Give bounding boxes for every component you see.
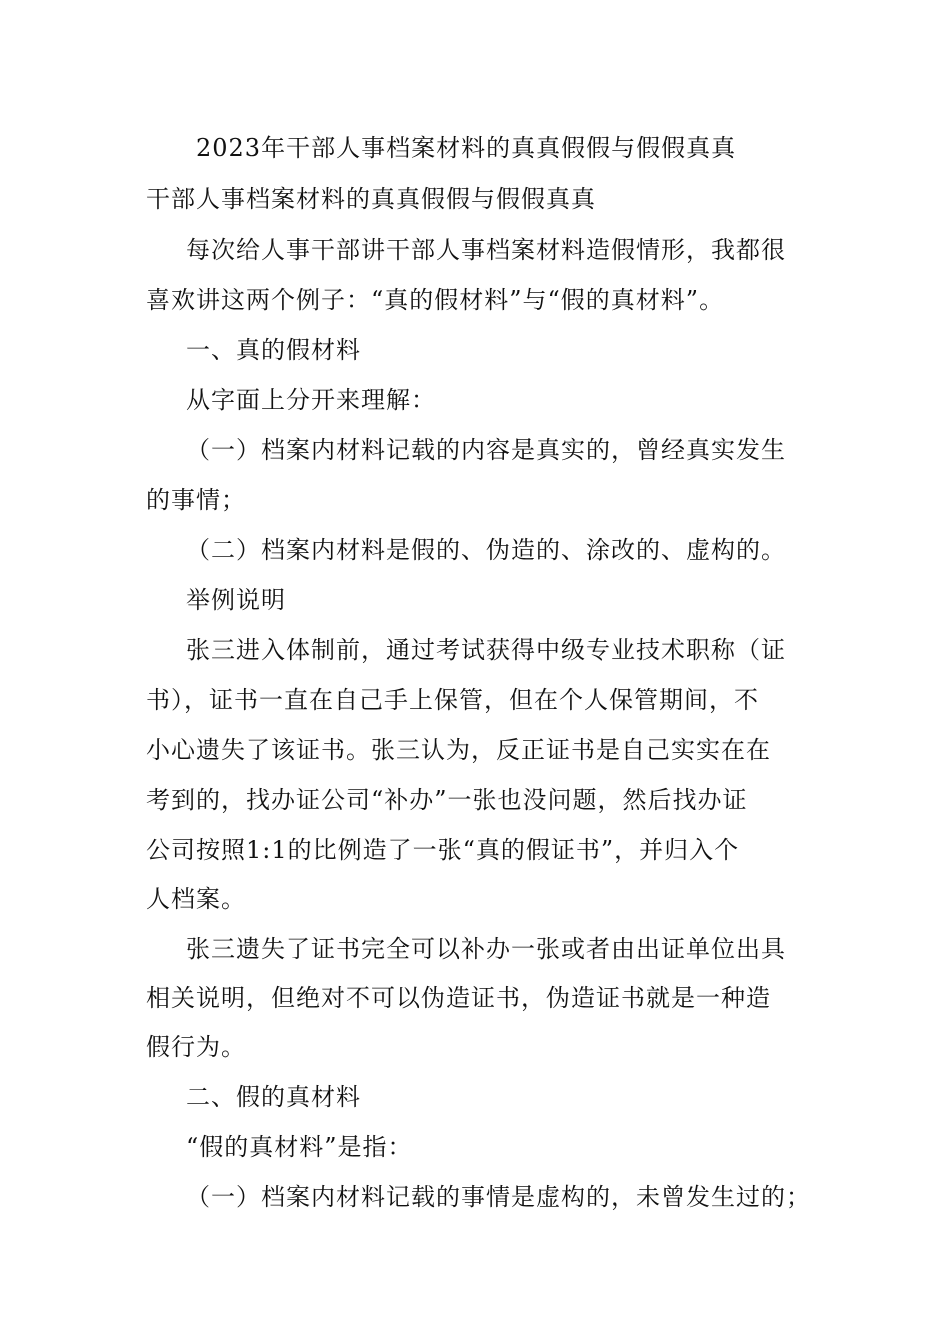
paragraph-line: 公司按照1:1的比例造了一张“真的假证书”，并归入个 xyxy=(146,836,740,864)
paragraph-line: “假的真材料”是指： xyxy=(186,1133,413,1161)
paragraph-line: 的事情； xyxy=(146,486,246,514)
paragraph-line: 张三遗失了证书完全可以补办一张或者由出证单位出具 xyxy=(186,935,786,963)
paragraph-line: 每次给人事干部讲干部人事档案材料造假情形，我都很 xyxy=(186,236,786,264)
paragraph-line: 相关说明，但绝对不可以伪造证书，伪造证书就是一种造 xyxy=(146,984,771,1012)
paragraph-line: 从字面上分开来理解： xyxy=(186,386,436,414)
paragraph-line: 假行为。 xyxy=(146,1033,246,1061)
subtitle-line: 干部人事档案材料的真真假假与假假真真 xyxy=(146,185,596,213)
paragraph-line: 小心遗失了该证书。张三认为，反正证书是自己实实在在 xyxy=(146,736,771,764)
paragraph-line: 书），证书一直在自己手上保管，但在个人保管期间，不 xyxy=(146,686,759,714)
paragraph-line: （一）档案内材料记载的事情是虚构的，未曾发生过的； xyxy=(186,1183,811,1211)
paragraph-line: 举例说明 xyxy=(186,586,286,614)
paragraph-line: 喜欢讲这两个例子：“真的假材料”与“假的真材料”。 xyxy=(146,286,725,314)
section-heading: 一、真的假材料 xyxy=(186,336,361,364)
paragraph-line: 张三进入体制前，通过考试获得中级专业技术职称（证 xyxy=(186,636,786,664)
section-heading: 二、假的真材料 xyxy=(186,1083,361,1111)
paragraph-line: （一）档案内材料记载的内容是真实的，曾经真实发生 xyxy=(186,436,786,464)
paragraph-line: （二）档案内材料是假的、伪造的、涂改的、虚构的。 xyxy=(186,536,786,564)
paragraph-line: 人档案。 xyxy=(146,885,246,913)
document-title: 2023年干部人事档案材料的真真假假与假假真真 xyxy=(196,134,737,162)
paragraph-line: 考到的，找办证公司“补办”一张也没问题，然后找办证 xyxy=(146,786,748,814)
